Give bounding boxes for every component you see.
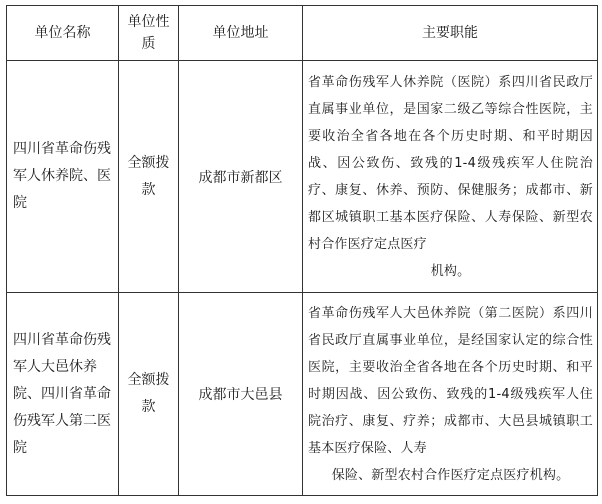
header-unit-name: 单位名称 [7,6,119,61]
duties-text: 省革命伤残军人大邑休养院（第二医院）系四川省民政厅直属事业单位，是经国家认定的综合性医院，主要收治全省各地在各个历史时期、和平时期因战、因公致伤、致残的1-4级残疾军人住院治疗、康复、疗养；成都市、大邑县城镇职工基本医疗保险、人寿 [308,305,593,456]
unit-name-cell: 四川省革命伤残军人大邑休养院、四川省革命伤残军人第二医院 [7,293,119,496]
duties-text-end: 机构。 [430,263,471,279]
duties-text: 省革命伤残军人休养院（医院）系四川省民政厅直属事业单位，是国家二级乙等综合性医院，主要收治全省各地在各个历史时期、和平时期因战、因公致伤、致残的1-4级残疾军人住院治疗、康复、休养、预防、保健服务；成都市、新都区城镇职工基本医疗保险、人寿保险、新型农村合作医疗定点医疗 [308,74,593,252]
institution-table [6,5,598,496]
main-duties-cell [303,293,598,496]
unit-address-cell: 成都市大邑县 [179,293,303,496]
header-main-duties: 主要职能 [303,6,598,61]
unit-type-cell: 全额拨款 [119,293,179,496]
main-duties-cell [303,61,598,293]
unit-address-cell: 成都市新都区 [179,61,303,293]
header-row [7,6,598,61]
table-row [7,61,598,293]
unit-name-cell: 四川省革命伤残军人休养院、医院 [7,61,119,293]
header-unit-address: 单位地址 [179,6,303,61]
table-row [7,293,598,496]
duties-text-end: 保险、新型农村合作医疗定点医疗机构。 [331,467,570,483]
header-unit-type: 单位性质 [119,6,179,61]
unit-type-cell: 全额拨款 [119,61,179,293]
